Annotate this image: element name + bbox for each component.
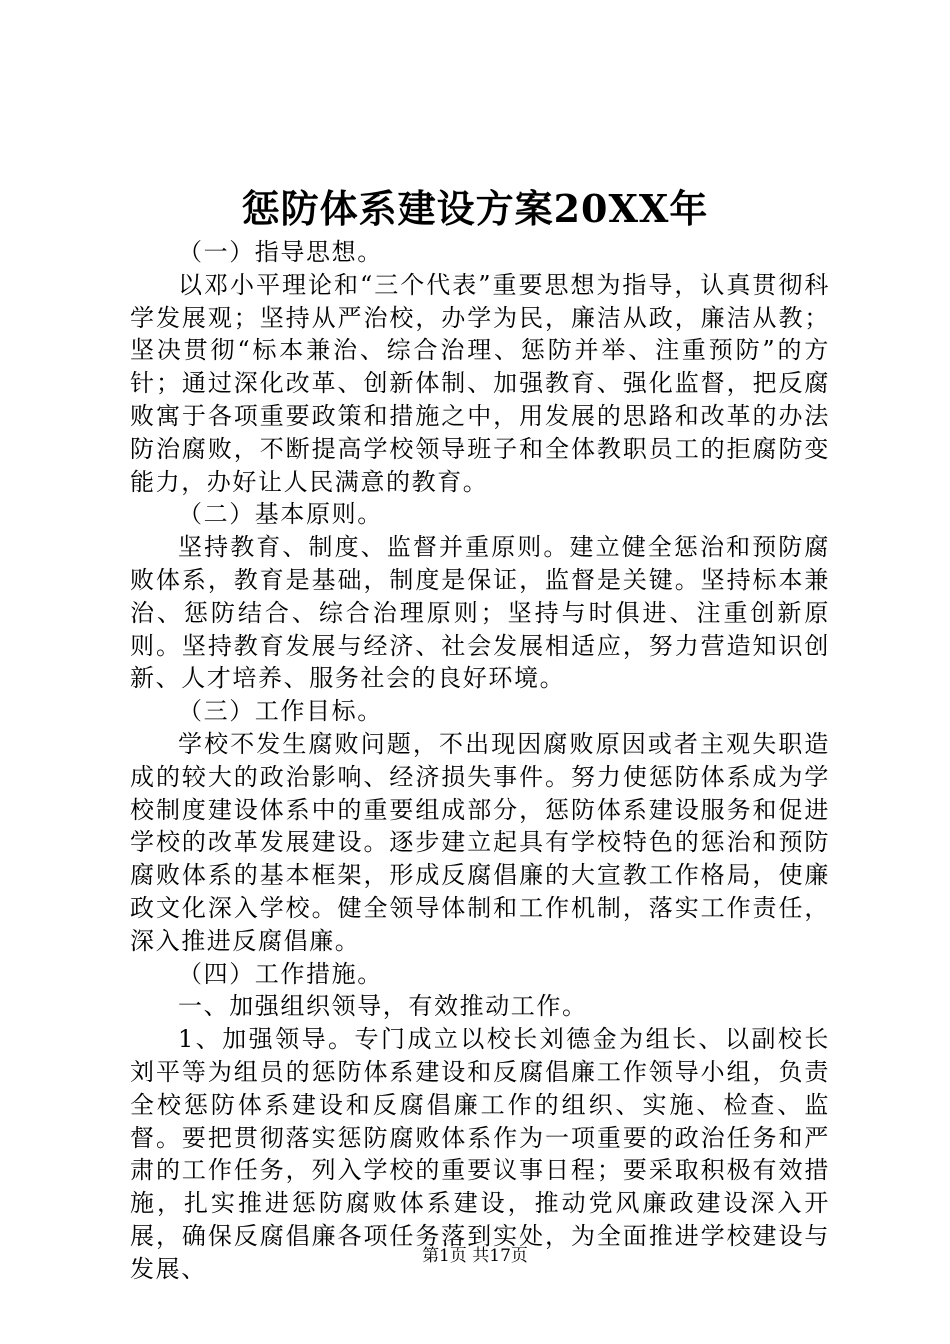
document-body [130, 236, 830, 1286]
paragraph-basic-principles: 坚持教育、制度、监督并重原则。建立健全惩治和预防腐败体系，教育是基础，制度是保证，监督是关键。坚持标本兼治、惩防结合、综合治理原则；坚持与时俱进、注重创新原则。坚持教育发展与经济、社会发展相适应，努力营造知识创新、人才培养、服务社会的良好环境。 [130, 533, 830, 693]
section-heading-basic-principles: （二）基本原则。 [178, 500, 383, 529]
subsection-heading-organization: 一、加强组织领导，有效推动工作。 [178, 992, 588, 1021]
paragraph-strengthen-leadership: 1、加强领导。专门成立以校长刘德金为组长、以副校长刘平等为组员的惩防体系建设和反腐倡廉工作领导小组，负责全校惩防体系建设和反腐倡廉工作的组织、实施、检查、监督。要把贯彻落实惩防腐败体系作为一项重要的政治任务和严肃的工作任务，列入学校的重要议事日程；要采取积极有效措施，扎实推进惩防腐败体系建设，推动党风廉政建设深入开展，确保反腐倡廉各项任务落到实处，为全面推进学校建设与发展、 [130, 1025, 830, 1283]
section-heading-guiding-thought: （一）指导思想。 [178, 238, 383, 266]
document-title: 惩防体系建设方案20XX年 [241, 186, 709, 231]
page-footer: 第1页 共17页 [422, 1246, 528, 1266]
section-heading-work-measures: （四）工作措施。 [178, 959, 383, 988]
paragraph-guiding-thought: 以邓小平理论和“三个代表”重要思想为指导，认真贯彻科学发展观；坚持从严治校，办学为民，廉洁从政，廉洁从教；坚决贯彻“标本兼治、综合治理、惩防并举、注重预防”的方针；通过深化改革、创新体制、加强教育、强化监督，把反腐败寓于各项重要政策和措施之中，用发展的思路和改革的办法防治腐败，不断提高学校领导班子和全体教职员工的拒腐防变能力，办好让人民满意的教育。 [130, 270, 830, 496]
section-heading-work-goals: （三）工作目标。 [178, 697, 383, 726]
paragraph-work-goals: 学校不发生腐败问题，不出现因腐败原因或者主观失职造成的较大的政治影响、经济损失事件。努力使惩防体系成为学校制度建设体系中的重要组成部分，惩防体系建设服务和促进学校的改革发展建设。逐步建立起具有学校特色的惩治和预防腐败体系的基本框架，形成反腐倡廉的大宣教工作格局，使廉政文化深入学校。健全领导体制和工作机制，落实工作责任，深入推进反腐倡廉。 [130, 729, 830, 955]
